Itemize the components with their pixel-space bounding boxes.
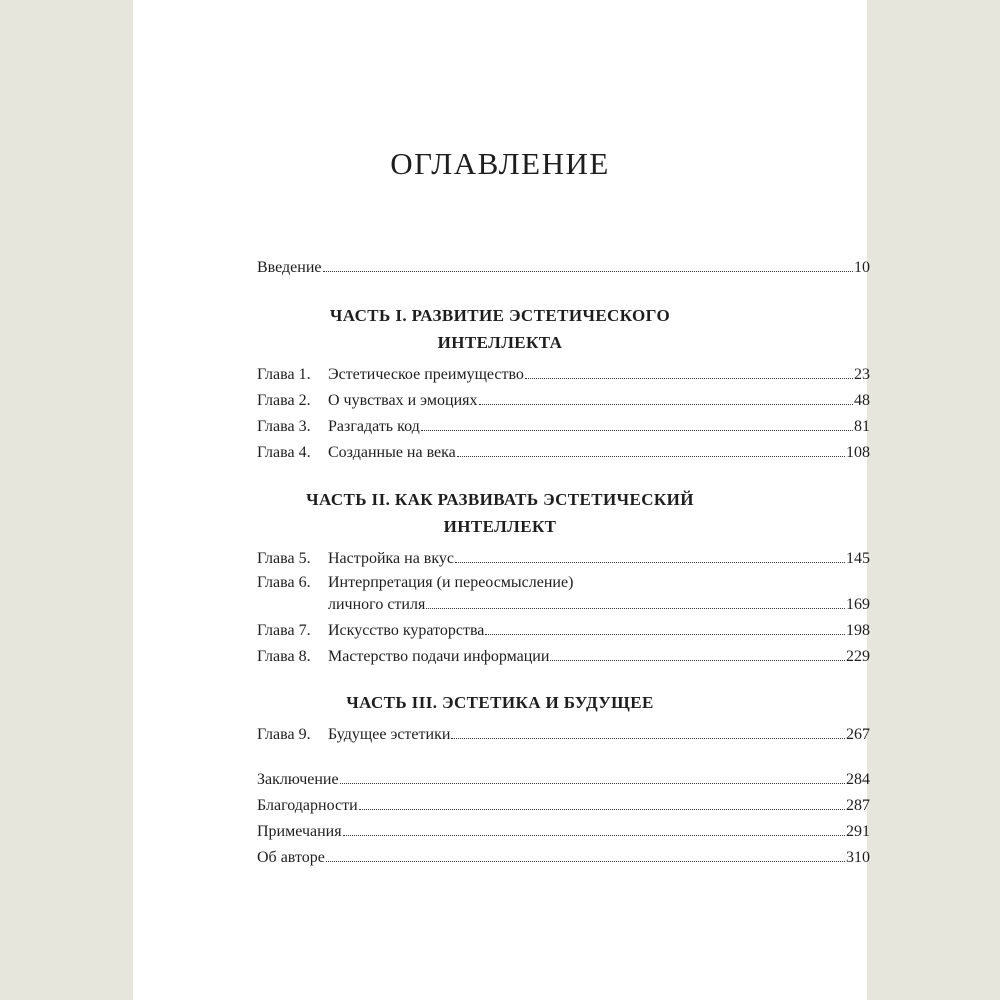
page-number: 310	[846, 849, 870, 866]
dot-leader	[479, 404, 854, 405]
page-number: 169	[846, 596, 870, 613]
page-number: 198	[846, 622, 870, 639]
entry-label: Введение	[257, 259, 322, 276]
part-heading-line: ИНТЕЛЛЕКТА	[437, 333, 563, 352]
part-heading-line: ЧАСТЬ II. КАК РАЗВИВАТЬ ЭСТЕТИЧЕСКИЙ	[306, 490, 694, 509]
toc-entry-conclusion[interactable]	[257, 770, 870, 790]
chapter-number: Глава 2.	[257, 392, 311, 409]
chapter-title: Настройка на вкус	[328, 550, 455, 567]
dot-leader	[421, 430, 853, 431]
entry-label: Заключение	[257, 771, 339, 788]
toc-entry-introduction[interactable]	[257, 258, 870, 278]
page-number: 23	[854, 366, 870, 383]
page-number: 48	[854, 392, 870, 409]
page-number: 145	[846, 550, 870, 567]
dot-leader	[550, 660, 845, 661]
page-number: 291	[846, 823, 870, 840]
chapter-number: Глава 3.	[257, 418, 311, 435]
chapter-title: Разгадать код	[328, 418, 420, 435]
toc-entry-about-author[interactable]	[257, 848, 870, 868]
page-title: ОГЛАВЛЕНИЕ	[390, 146, 610, 181]
chapter-number: Глава 1.	[257, 366, 311, 383]
chapter-title: Мастерство подачи информации	[328, 648, 550, 665]
dot-leader	[326, 861, 845, 862]
page-number: 284	[846, 771, 870, 788]
toc-entry-chapter-8[interactable]	[257, 647, 870, 667]
chapter-number: Глава 6.	[257, 574, 311, 591]
part-heading-line: ЧАСТЬ I. РАЗВИТИЕ ЭСТЕТИЧЕСКОГО	[329, 306, 671, 325]
entry-label: Примечания	[257, 823, 342, 840]
toc-entry-chapter-7[interactable]	[257, 621, 870, 641]
book-page	[133, 0, 870, 1000]
toc-entry-chapter-9[interactable]	[257, 725, 870, 745]
page-number: 287	[846, 797, 870, 814]
toc-entry-chapter-1[interactable]	[257, 365, 870, 385]
page-number: 229	[846, 648, 870, 665]
part-heading-3: ЧАСТЬ III. ЭСТЕТИКА И БУДУЩЕЕ	[346, 693, 654, 712]
chapter-number: Глава 9.	[257, 726, 311, 743]
toc-entry-notes[interactable]	[257, 822, 870, 842]
chapter-title: О чувствах и эмоциях	[328, 392, 478, 409]
dot-leader	[426, 608, 845, 609]
chapter-title: Будущее эстетики	[328, 726, 451, 743]
chapter-number: Глава 7.	[257, 622, 311, 639]
dot-leader	[457, 456, 845, 457]
dot-leader	[455, 562, 845, 563]
dot-leader	[451, 738, 845, 739]
entry-label: Об авторе	[257, 849, 325, 866]
chapter-number: Глава 5.	[257, 550, 311, 567]
toc-entry-chapter-3[interactable]	[257, 417, 870, 437]
chapter-title: Эстетическое преимущество	[328, 366, 524, 383]
dot-leader	[340, 783, 845, 784]
dot-leader	[323, 271, 854, 272]
chapter-title: Искусство кураторства	[328, 622, 485, 639]
dot-leader	[525, 378, 853, 379]
dot-leader	[359, 809, 845, 810]
page-number: 10	[854, 259, 870, 276]
toc-entry-acknowledgements[interactable]	[257, 796, 870, 816]
toc-entry-chapter-4[interactable]	[257, 443, 870, 463]
entry-label: Благодарности	[257, 797, 358, 814]
page-number: 267	[846, 726, 870, 743]
chapter-title-continued	[328, 595, 870, 615]
chapter-title: Интерпретация (и переосмысление)	[328, 574, 574, 591]
dot-leader	[343, 835, 845, 836]
chapter-title-line-2: личного стиля	[328, 596, 426, 613]
dot-leader	[485, 634, 845, 635]
toc-entry-chapter-5[interactable]	[257, 549, 870, 569]
chapter-title: Созданные на века	[328, 444, 456, 461]
chapter-number: Глава 8.	[257, 648, 311, 665]
toc-entry-chapter-2[interactable]	[257, 391, 870, 411]
part-heading-line: ИНТЕЛЛЕКТ	[443, 517, 557, 536]
page-number: 108	[846, 444, 870, 461]
chapter-number: Глава 4.	[257, 444, 311, 461]
page-number: 81	[854, 418, 870, 435]
